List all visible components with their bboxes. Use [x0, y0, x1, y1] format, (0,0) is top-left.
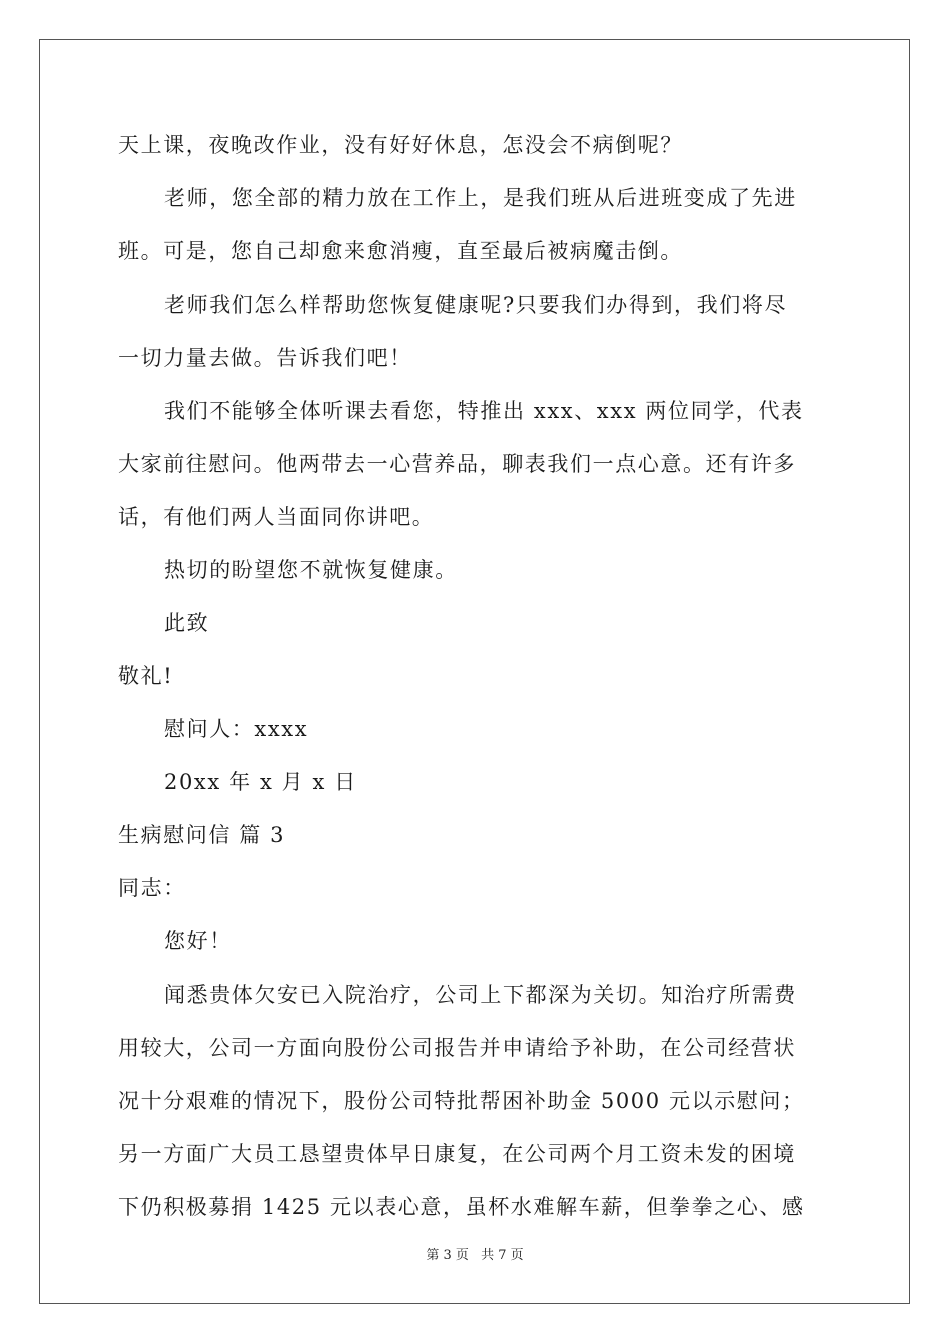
page-number: 第 3 页 — [426, 1248, 469, 1263]
date: 20xx 年 x 月 x 日 — [164, 770, 357, 794]
text-line: 我们不能够全体听课去看您，特推出 xxx、xxx 两位同学，代表 — [164, 399, 804, 423]
greeting-hello: 您好！ — [164, 929, 232, 953]
text-line: 班。可是，您自己却愈来愈消瘦，直至最后被病魔击倒。 — [118, 239, 683, 263]
text-line: 热切的盼望您不就恢复健康。 — [164, 558, 458, 582]
text-line: 大家前往慰问。他两带去一心营养品，聊表我们一点心意。还有许多 — [118, 452, 796, 476]
text-line: 老师，您全部的精力放在工作上，是我们班从后进班变成了先进 — [164, 186, 797, 210]
page-total: 共 7 页 — [481, 1248, 524, 1263]
signature: 慰问人：xxxx — [164, 717, 309, 741]
greeting: 同志： — [118, 876, 186, 900]
page-footer — [0, 1244, 950, 1263]
text-line: 另一方面广大员工恳望贵体早日康复，在公司两个月工资未发的困境 — [118, 1142, 796, 1166]
text-line: 用较大，公司一方面向股份公司报告并申请给予补助，在公司经营状 — [118, 1036, 796, 1060]
text-line: 天上课，夜晚改作业，没有好好休息，怎没会不病倒呢？ — [118, 133, 683, 157]
text-line: 闻悉贵体欠安已入院治疗，公司上下都深为关切。知治疗所需费 — [164, 983, 797, 1007]
section-title: 生病慰问信 篇 3 — [118, 823, 286, 847]
text-line: 话，有他们两人当面同你讲吧。 — [118, 505, 435, 529]
text-line: 老师我们怎么样帮助您恢复健康呢?只要我们办得到，我们将尽 — [164, 293, 788, 317]
text-line: 下仍积极募捐 1425 元以表心意，虽杯水难解车薪，但拳拳之心、感 — [118, 1195, 805, 1219]
closing-salutation: 此致 — [164, 611, 210, 635]
text-line: 一切力量去做。告诉我们吧！ — [118, 346, 412, 370]
closing-respect: 敬礼! — [118, 664, 174, 688]
text-line: 况十分艰难的情况下，股份公司特批帮困补助金 5000 元以示慰问； — [118, 1089, 805, 1113]
